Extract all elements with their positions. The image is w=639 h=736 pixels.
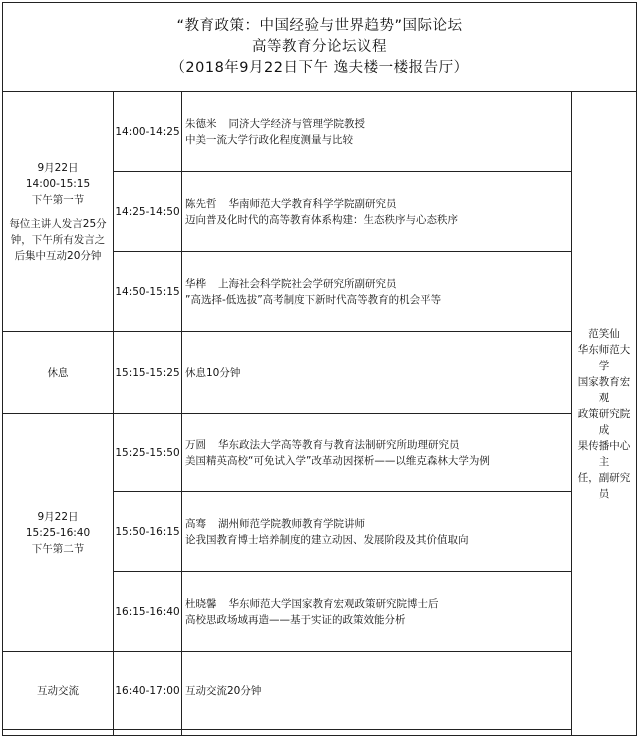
speaker-affiliation: 华东政法大学高等教育与教育法制研究所助理研究员 [218,438,460,451]
session-1-note-line: 每位主讲人发言25分 [9,217,107,230]
talk-time: 16:15-16:40 [114,572,182,652]
talk-time: 14:00-14:25 [114,92,182,172]
session-1-note-line: 钟，下午所有发言之 [10,233,106,246]
subforum-title: 高等教育分论坛议程 [252,38,387,55]
interaction-content: 互动交流20分钟 [182,652,572,730]
chair-title-line: 果传播中心主 [577,439,631,468]
talk-cell [182,252,572,332]
speaker-affiliation: 上海社会科学院社会学研究所副研究员 [218,277,397,290]
speaker-affiliation: 华南师范大学教育科学学院副研究员 [228,197,397,210]
agenda-header [3,3,637,92]
chair-name: 范笑仙 [588,327,620,340]
table-row [3,92,637,172]
empty-cell [182,730,572,736]
break-time: 15:15-15:25 [114,332,182,414]
speaker-affiliation: 同济大学经济与管理学院教授 [228,117,365,130]
talk-cell [182,92,572,172]
talk-cell [182,414,572,492]
break-content: 休息10分钟 [182,332,572,414]
session-2-time: 15:25-16:40 [25,526,91,539]
speaker-name: 华桦 [185,277,206,290]
speaker-name: 万圆 [185,438,206,451]
table-row [3,414,637,492]
empty-cell [3,730,114,736]
talk-title: 论我国教育博士培养制度的建立动因、发展阶段及其价值取向 [185,533,469,546]
break-label: 休息 [3,332,114,414]
talk-time: 15:25-15:50 [114,414,182,492]
talk-title: 迈向普及化时代的高等教育体系构建：生态秩序与心态秩序 [185,213,458,226]
chair-title-line: 华东师范大学 [577,343,631,372]
talk-time: 14:50-15:15 [114,252,182,332]
interaction-label: 互动交流 [3,652,114,730]
talk-cell [182,172,572,252]
talk-time: 14:25-14:50 [114,172,182,252]
talk-title: ”高选择-低选拔”高考制度下新时代高等教育的机会平等 [185,293,442,306]
session-1-label: 下午第一节 [31,193,85,206]
table-row [3,730,637,736]
date-venue: （2018年9月22日下午 逸夫楼一楼报告厅） [170,59,469,76]
chair-title-line: 政策研究院成 [577,407,631,436]
empty-cell [114,730,182,736]
chair-title-line: 国家教育宏观 [577,375,631,404]
speaker-name: 杜晓馨 [185,597,217,610]
chair-title-line: 任，副研究员 [577,471,631,500]
forum-title: “教育政策：中国经验与世界趋势”国际论坛 [176,17,463,34]
talk-time: 15:50-16:15 [114,492,182,572]
table-row [3,332,637,414]
talk-cell [182,492,572,572]
session-1-date: 9月22日 [37,161,79,174]
talk-title: 中美一流大学行政化程度测量与比较 [185,133,353,146]
speaker-affiliation: 湖州师范学院教师教育学院讲师 [218,517,365,530]
session-1-time: 14:00-15:15 [25,177,91,190]
speaker-name: 陈先哲 [185,197,217,210]
session-2-cell [3,414,114,652]
interaction-time: 16:40-17:00 [114,652,182,730]
agenda-table [2,2,637,736]
speaker-name: 高骞 [185,517,206,530]
speaker-name: 朱德米 [185,117,217,130]
chair-cell [572,92,637,736]
table-row [3,652,637,730]
session-2-label: 下午第二节 [31,542,85,555]
session-1-cell [3,92,114,332]
talk-title: 美国精英高校“可免试入学”改革动因探析——以维克森林大学为例 [185,454,490,467]
session-1-note-line: 后集中互动20分钟 [14,249,102,262]
speaker-affiliation: 华东师范大学国家教育宏观政策研究院博士后 [228,597,439,610]
talk-cell [182,572,572,652]
session-2-date: 9月22日 [37,510,79,523]
talk-title: 高校思政场域再造——基于实证的政策效能分析 [185,613,406,626]
